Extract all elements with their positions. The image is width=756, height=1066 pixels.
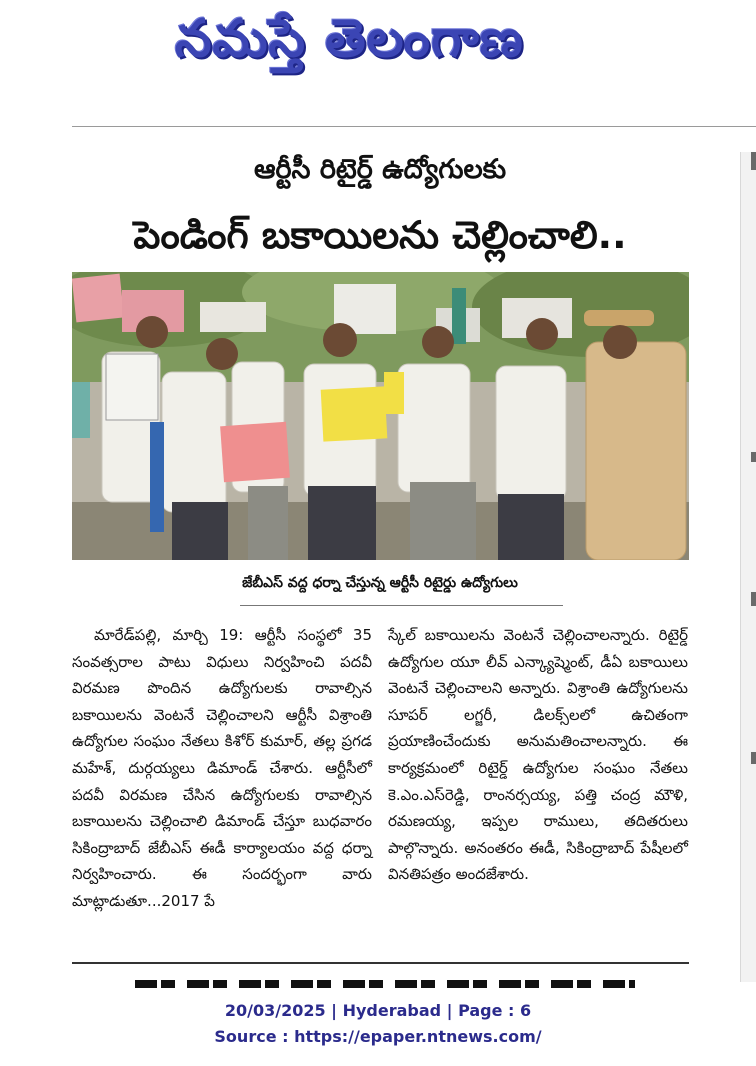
protest-photo-illustration xyxy=(72,272,689,560)
next-article-cut-headline xyxy=(135,980,635,988)
page-footer xyxy=(0,998,756,1050)
article-body-right-column xyxy=(388,622,688,888)
article-kicker: ఆర్టీసీ రిటైర్డ్ ఉద్యోగులకు xyxy=(253,154,507,185)
masthead xyxy=(0,0,756,80)
article-photo xyxy=(72,272,689,560)
header-divider xyxy=(72,126,756,127)
footer-edition-info: 20/03/2025 | Hyderabad | Page : 6 xyxy=(224,1001,532,1020)
photo-caption: జేబీఎస్ వద్ద ధర్నా చేస్తున్న ఆర్టీసీ రిటైర్డు ఉద్యోగులు xyxy=(242,575,518,591)
adjacent-column-edge xyxy=(740,152,756,982)
article-paragraph-left: మారేడ్‌పల్లి, మార్చి 19: ఆర్టీసీ సంస్థలో 35 సంవత్సరాల పాటు విధులు నిర్వహించి పదవీ విరమణ పొందిన ఉద్యోగులకు రావాల్సిన బకాయిలను వెంటనే చెల్లించాలని ఆర్టీసీ విశ్రాంతి ఉద్యోగుల సంఘం నేతలు కిశోర్ కుమార్, తల్ల ప్రగడ మహేశ్, దుర్గయ్యలు డిమాండ్ చేశారు. ఆర్టీసీలో పదవీ విరమణ చేసిన ఉద్యోగులకు రావాల్సిన బకాయిలను చెల్లించాలి డిమాండ్ చేస్తూ బుధవారం సికింద్రాబాద్ జేబీఎస్ ఈడీ కార్యాలయం వద్ద ధర్నా నిర్వహించారు. ఈ సందర్భంగా వారు మాట్లాడుతూ...2017 పే xyxy=(72,626,372,910)
article-body-left-column xyxy=(72,622,372,915)
footer-source-link[interactable]: Source : https://epaper.ntnews.com/ xyxy=(214,1027,542,1046)
caption-divider xyxy=(240,605,563,606)
article-paragraph-right: స్కేల్ బకాయిలను వెంటనే చెల్లించాలన్నారు. రిటైర్డ్ ఉద్యోగుల యూ లీవ్ ఎన్క్యాష్మెంట్, డీఏ బకాయిలు వెంటనే చెల్లించాలని అన్నారు. విశ్రాంతి ఉద్యోగులను సూపర్ లగ్జరీ, డిలక్స్‌లలో ఉచితంగా ప్రయాణించేందుకు అనుమతించాలన్నారు. ఈ కార్యక్రమంలో రిటైర్డ్ ఉద్యోగుల సంఘం నేతలు కె.ఎం.ఎస్‌రెడ్డి, రాంనర్సయ్య, పత్తి చంద్ర మౌళి, రమణయ్య, ఇప్పల రాములు, తదితరులు పాల్గొన్నారు. అనంతరం ఈడీ, సికింద్రాబాద్ పేషీలలో వినతిపత్రం అందజేశారు. xyxy=(388,626,688,884)
article-bottom-divider xyxy=(72,962,689,964)
article-headline: పెండింగ్ బకాయిలను చెల్లించాలి.. xyxy=(133,213,627,257)
newspaper-logo: నమస్తే తెలంగాణ xyxy=(175,8,524,69)
